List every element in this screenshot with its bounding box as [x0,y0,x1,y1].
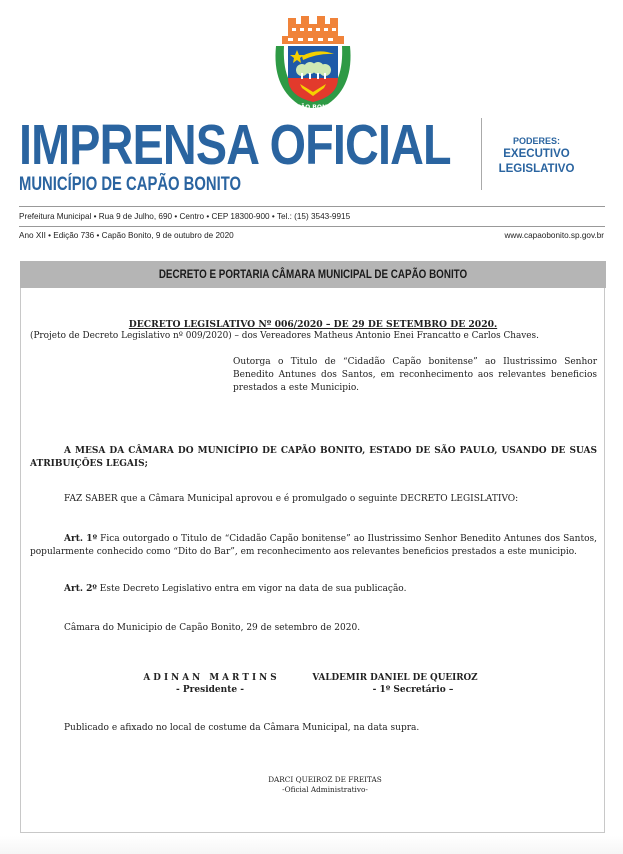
article-1 [30,533,597,559]
edition-line: Ano XII • Edição 736 • Capão Bonito, 9 de outubro de 2020 [19,231,234,240]
signature-president-role: - Presidente - [176,685,244,695]
coat-of-arms-icon [268,16,358,114]
section-title: DECRETO E PORTARIA CÂMARA MUNICIPAL DE CAPÃO BONITO [158,267,468,281]
decree-project: (Projeto de Decreto Legislativo nº 009/2020) – dos Vereadores Matheus Antonio Enei Francatto e Carlos Chaves. [30,331,539,341]
powers-block [484,136,589,177]
faz-saber: FAZ SABER que a Câmara Municipal aprovou e é promulgado o seguinte DECRETO LEGISLATIVO: [64,494,519,504]
signature-secretary-name: VALDEMIR DANIEL DE QUEIROZ [312,673,478,683]
header-divider [481,118,482,190]
article-2-label: Art. 2º [64,584,97,594]
decree-heading: DECRETO LEGISLATIVO Nº 006/2020 – DE 29 DE SETEMBRO DE 2020. [128,319,498,330]
article-2 [64,584,604,594]
officer-role: -Oficial Administrativo- [282,785,368,794]
divider-middle [19,226,605,227]
divider-top [19,206,605,207]
signature-secretary-role: - 1º Secretário – [372,685,454,695]
power-executivo: EXECUTIVO [503,148,570,160]
powers-label: PODERES: [512,136,560,146]
power-legislativo: LEGISLATIVO [498,163,575,175]
article-1-label: Art. 1º [64,534,98,544]
logo-ribbon-text: CAPÃO BONITO [287,104,339,111]
page-bottom-shade [0,836,623,854]
decree-preamble: A MESA DA CÂMARA DO MUNICÍPIO DE CAPÃO BONITO, ESTADO DE SÃO PAULO, USANDO DE SUAS ATRIBUIÇÕES LEGAIS; [30,446,597,469]
published-note: Publicado e afixado no local de costume da Câmara Municipal, na data supra. [64,723,420,733]
decree-summary: Outorga o Titulo de “Cidadão Capão bonitense” ao Ilustrissimo Senhor Benedito Antunes dos Santos, em reconhecimento aos relevantes beneficios prestados a este Municipio. [233,357,597,393]
address-line: Prefeitura Municipal • Rua 9 de Julho, 690 • Centro • CEP 18300-900 • Tel.: (15) 3543-9915 [19,212,351,221]
website-link[interactable]: www.capaobonito.sp.gov.br [504,231,604,240]
municipality-subtitle: MUNICÍPIO DE CAPÃO BONITO [19,174,242,195]
officer-name: DARCI QUEIROZ DE FREITAS [268,775,382,784]
article-2-text: Este Decreto Legislativo entra em vigor na data de sua publicação. [96,584,407,594]
place-date: Câmara do Municipio de Capão Bonito, 29 de setembro de 2020. [64,623,361,633]
publication-title: IMPRENSA OFICIAL [19,113,451,177]
signature-president-name: A D I N A N M A R T I N S [143,673,277,683]
article-1-text: Fica outorgado o Titulo de “Cidadão Capão bonitense” ao Ilustrissimo Senhor Benedito Antunes dos Santos, popularmente conhecido como “Dito do Bar”, em reconhecimento aos relevantes beneficios prestados a este municipio. [30,534,597,557]
coat-of-arms-logo [268,16,358,114]
